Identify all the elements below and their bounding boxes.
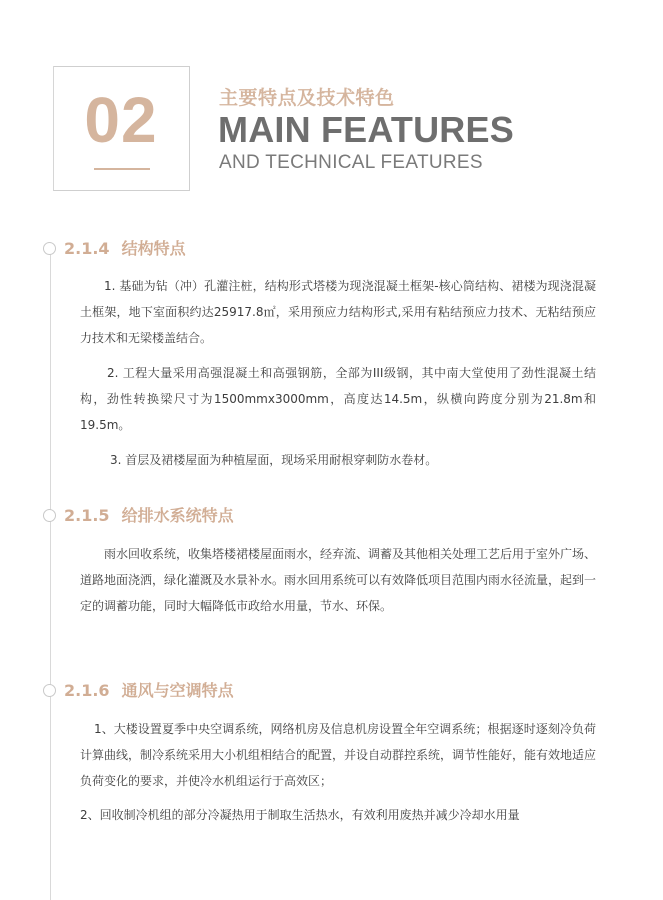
paragraph: 3. 首层及裙楼屋面为种植屋面，现场采用耐根穿刺防水卷材。	[110, 453, 438, 467]
chapter-title-chinese: 主要特点及技术特色	[219, 87, 395, 109]
paragraph: 雨水回收系统，收集塔楼裙楼屋面雨水，经弃流、调蓄及其他相关处理工艺后用于室外广场、道路地面浇洒，绿化灌溉及水景补水。雨水回用系统可以有效降低项目范围内雨水径流量，起到一定的调蓄功能，同时大幅降低市政给水用量，节水、环保。	[80, 547, 597, 613]
timeline-dot	[43, 242, 56, 255]
section-heading-number: 2.1.6	[64, 681, 110, 700]
chapter-title-english-main: MAIN FEATURES	[218, 109, 514, 150]
section-heading-number: 2.1.4	[64, 239, 110, 258]
section-heading-hvac	[64, 680, 234, 702]
section-number-underline	[94, 168, 150, 170]
timeline-dot	[43, 509, 56, 522]
paragraph: 1. 基础为钻（冲）孔灌注桩，结构形式塔楼为现浇混凝土框架-核心筒结构、裙楼为现浇混凝土框架，地下室面积约达25917.8㎡，采用预应力结构形式,采用有粘结预应力技术、无粘结预应力技术和无梁楼盖结合。	[80, 279, 596, 345]
chapter-title-english-sub: AND TECHNICAL FEATURES	[219, 152, 483, 173]
timeline-line	[50, 243, 51, 900]
paragraph: 2、回收制冷机组的部分冷凝热用于制取生活热水，有效利用废热并减少冷却水用量	[80, 808, 520, 822]
section-heading-number: 2.1.5	[64, 506, 110, 525]
section-heading-water	[64, 505, 234, 527]
paragraph: 1、大楼设置夏季中央空调系统，网络机房及信息机房设置全年空调系统；根据逐时逐刻冷负荷计算曲线，制冷系统采用大小机组相结合的配置，并设自动群控系统，调节性能好，能有效地适应负荷变化的要求，并使冷水机组运行于高效区；	[80, 722, 597, 788]
timeline-dot	[43, 684, 56, 697]
section-heading-text: 给排水系统特点	[121, 506, 234, 525]
section-number: 02	[84, 84, 158, 156]
section-heading-text: 结构特点	[121, 239, 186, 258]
paragraph: 2. 工程大量采用高强混凝土和高强钢筋，全部为III级钢，其中南大堂使用了劲性混凝土结构，劲性转换梁尺寸为1500mmx3000mm，高度达14.5m，纵横向跨度分别为21.8m和19.5m。	[80, 366, 596, 432]
section-heading-structure	[64, 238, 186, 260]
section-heading-text: 通风与空调特点	[121, 681, 234, 700]
